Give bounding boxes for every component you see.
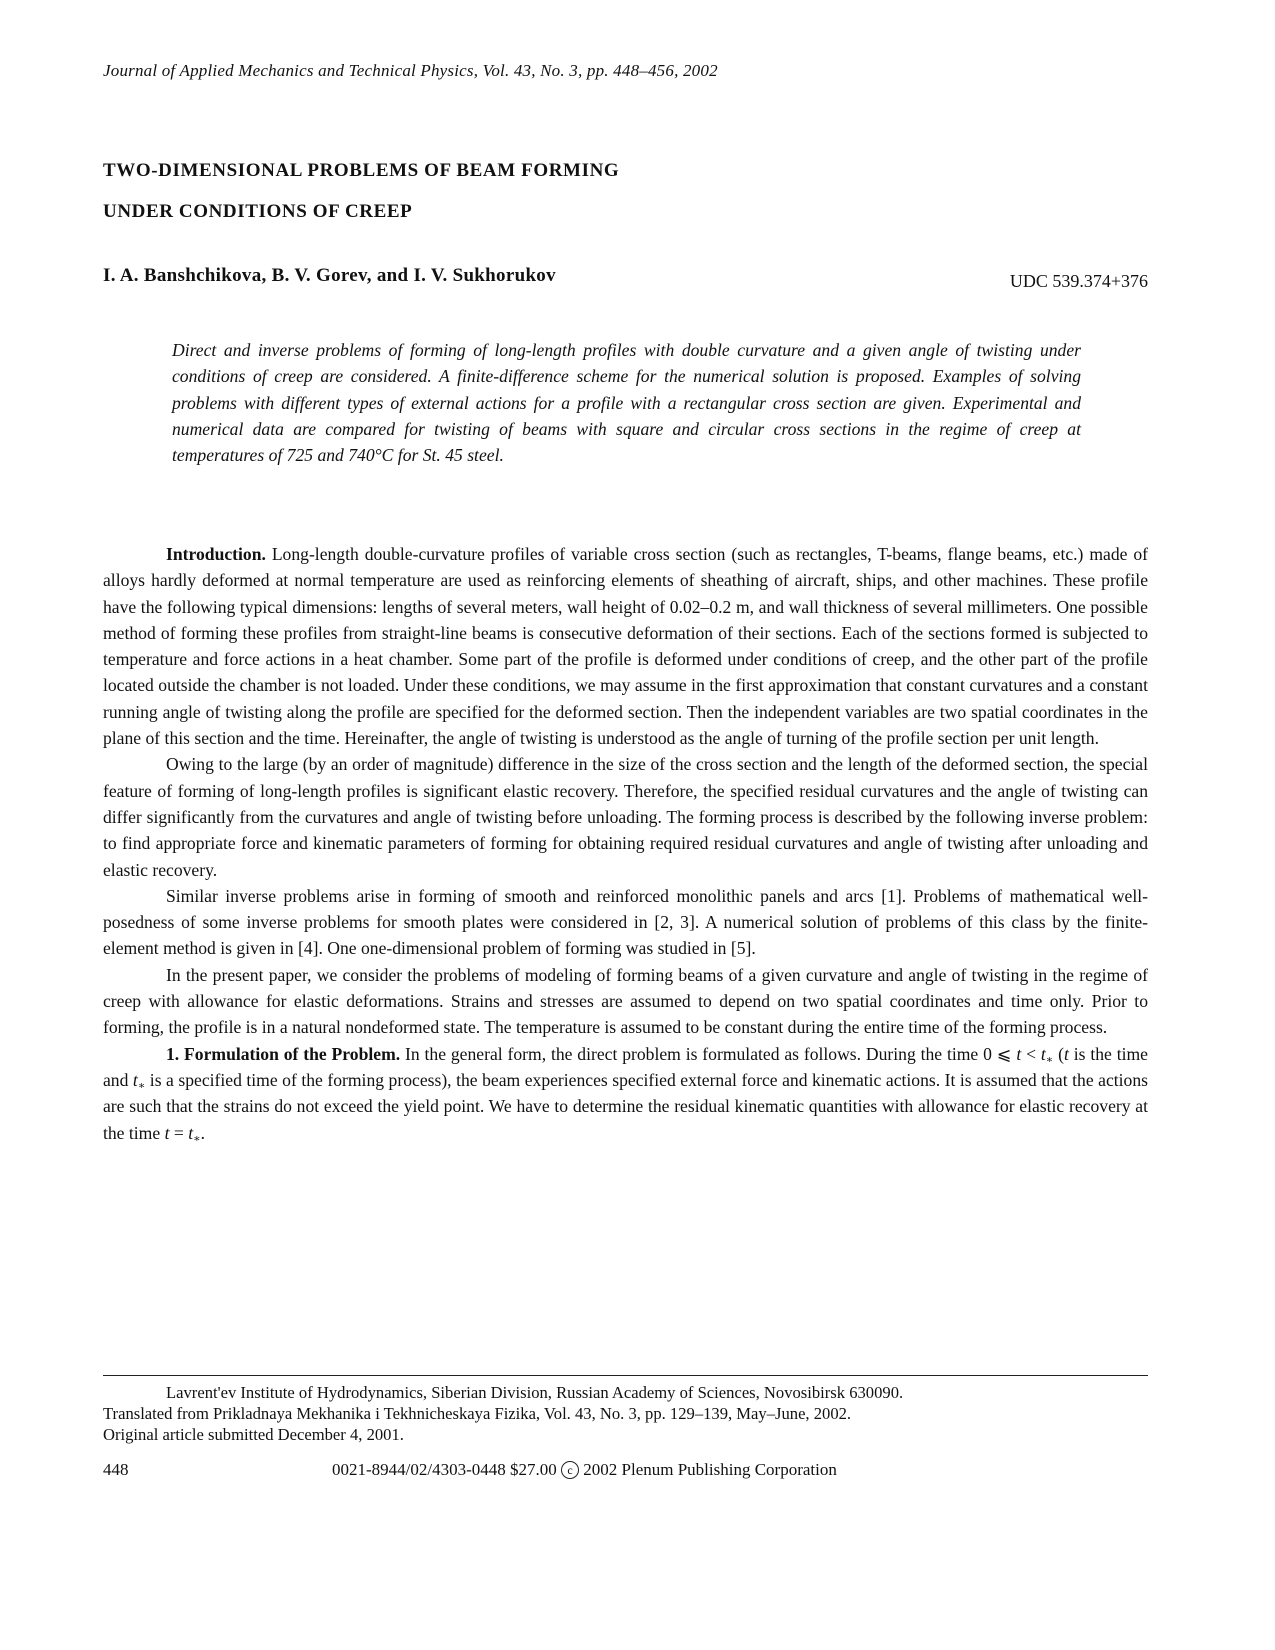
authors: I. A. Banshchikova, B. V. Gorev, and I. V. Sukhorukov	[103, 265, 556, 286]
journal-citation: Journal of Applied Mechanics and Technical Physics, Vol. 43, No. 3, pp. 448–456, 2002	[103, 61, 718, 80]
article-body	[103, 541, 1148, 1146]
math-star-subscript: ∗	[193, 1132, 201, 1145]
copyright-icon: c	[561, 1461, 579, 1479]
math-less-than: <	[1021, 1043, 1041, 1064]
paragraph-3: Similar inverse problems arise in forming of smooth and reinforced monolithic panels and arcs [1]. Problems of mathematical well-posedness of some inverse problems for smooth plates were considered in [2, 3]. A numerical solution of problems of this class by the finite-element method is given in [4]. One one-dimensional problem of forming was studied in [5].	[103, 885, 1148, 959]
section-1-text-d: is a specified time of the forming process), the beam experiences specified external force and kinematic actions. It is assumed that the actions are such that the strains do not exceed the yield point. We have to determine the residual kinematic quantities with allowance for elastic recovery at the time	[103, 1069, 1148, 1143]
intro-text: Long-length double-curvature profiles of variable cross section (such as rectangles, T-beams, flange beams, etc.) made of alloys hardly deformed at normal temperature are used as reinforcing elements of sheathing of aircraft, ships, and other machines. These profile have the following typical dimensions: lengths of several meters, wall height of 0.02–0.2 m, and wall thickness of several millimeters. One possible method of forming these profiles from straight-line beams is consecutive deformation of their sections. Each of the sections formed is subjected to temperature and force actions in a heat chamber. Some part of the profile is deformed under conditions of creep, and the other part of the profile located outside the chamber is not loaded. Under these conditions, we may assume in the first approximation that constant curvatures and a constant running angle of twisting along the profile are specified for the deformed section. Then the independent variables are two spatial coordinates in the plane of this section and the time. Hereinafter, the angle of twisting is understood as the angle of turning of the profile section per unit length.	[103, 544, 1148, 749]
section-1-text-b: (	[1053, 1043, 1065, 1064]
paragraph-2: Owing to the large (by an order of magnitude) difference in the size of the cross section and the length of the deformed section, the special feature of forming of long-length profiles is significant elastic recovery. Therefore, the specified residual curvatures and the angle of twisting can differ significantly from the curvatures and angle of twisting before unloading. The forming process is described by the following inverse problem: to find appropriate force and kinematic parameters of forming for obtaining required residual curvatures and angle of twisting after unloading and elastic recovery.	[103, 754, 1148, 880]
section-1-heading: 1. Formulation of the Problem.	[166, 1043, 401, 1064]
article-title-line-2: UNDER CONDITIONS OF CREEP	[103, 201, 413, 222]
intro-heading: Introduction.	[166, 544, 266, 564]
math-t-star: t	[188, 1122, 194, 1143]
copyright-prefix: 0021-8944/02/4303-0448 $27.00	[332, 1460, 557, 1479]
section-1-text-a: In the general form, the direct problem is formulated as follows. During the time 0 ⩽	[405, 1043, 1017, 1064]
math-t: t	[1064, 1043, 1069, 1064]
article-title-line-1: TWO-DIMENSIONAL PROBLEMS OF BEAM FORMING	[103, 160, 620, 181]
section-1-paragraph	[103, 1041, 1148, 1146]
udc-code: UDC 539.374+376	[1009, 271, 1148, 291]
paragraph-4: In the present paper, we consider the problems of modeling of forming beams of a given curvature and angle of twisting in the regime of creep with allowance for elastic deformations. Strains and stresses are assumed to depend on two spatial coordinates and time only. Prior to forming, the profile is in a natural nondeformed state. The temperature is assumed to be constant during the entire time of the forming process.	[103, 964, 1148, 1038]
footnote-submitted: Original article submitted December 4, 2001.	[103, 1425, 404, 1444]
math-t: t	[164, 1122, 170, 1143]
math-star-subscript: ∗	[137, 1079, 146, 1092]
intro-paragraph	[103, 541, 1148, 751]
copyright-line	[332, 1460, 837, 1480]
math-star-subscript: ∗	[1045, 1053, 1054, 1066]
footnote-affiliation: Lavrent'ev Institute of Hydrodynamics, Siberian Division, Russian Academy of Sciences, Novosibirsk 630090.	[166, 1383, 904, 1402]
section-1-text-c: is the time and	[103, 1043, 1148, 1090]
footnote-translation: Translated from Prikladnaya Mekhanika i Tekhnicheskaya Fizika, Vol. 43, No. 3, pp. 129–139, May–June, 2002.	[103, 1404, 852, 1423]
math-t-star: t	[132, 1069, 138, 1090]
copyright-suffix: 2002 Plenum Publishing Corporation	[583, 1460, 837, 1479]
math-t-star: t	[1040, 1043, 1046, 1064]
period: .	[200, 1122, 205, 1143]
math-t: t	[1016, 1043, 1022, 1064]
footnote	[103, 1382, 1148, 1445]
abstract: Direct and inverse problems of forming of long-length profiles with double curvature and a given angle of twisting under conditions of creep are considered. A finite-difference scheme for the numerical solution is proposed. Examples of solving problems with different types of external actions for a profile with a rectangular cross section are given. Experimental and numerical data are compared for twisting of beams with square and circular cross sections in the regime of creep at temperatures of 725 and 740°C for St. 45 steel.	[172, 340, 1081, 466]
footnote-rule	[103, 1375, 1148, 1376]
page-number: 448	[103, 1460, 129, 1479]
math-equals: =	[169, 1122, 189, 1143]
